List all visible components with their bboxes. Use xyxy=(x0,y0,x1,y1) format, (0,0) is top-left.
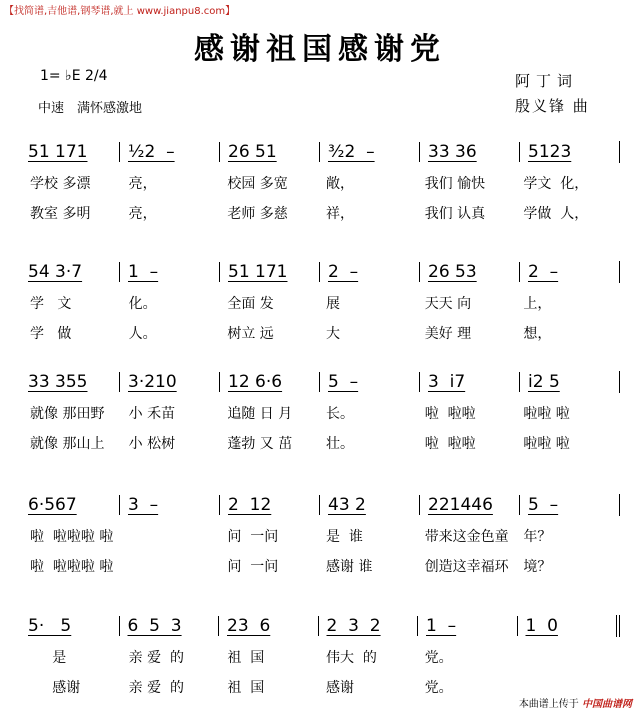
lyric-segment: 学校 多漂 xyxy=(30,176,91,192)
lyric-segment: 学做 人， xyxy=(523,206,589,222)
lyric-line xyxy=(28,403,620,423)
lyric-segment: 上， xyxy=(523,296,552,312)
measure-notes: i2 5 xyxy=(528,372,560,392)
upload-credit xyxy=(519,695,632,710)
notes-row xyxy=(28,494,620,516)
notes-row xyxy=(28,141,620,163)
lyric-segment: 小 松树 xyxy=(128,436,176,452)
lyric-segment: 是 谁 xyxy=(326,529,363,545)
measure xyxy=(419,372,519,392)
measure xyxy=(519,142,619,162)
measure-notes: 1 – xyxy=(128,262,159,282)
measure xyxy=(519,372,619,392)
measure-notes: 26 53 xyxy=(428,262,477,282)
lyric-segment: 我们 认真 xyxy=(424,206,486,222)
measure-notes: 6 5 3 xyxy=(127,616,182,636)
measure xyxy=(218,616,318,636)
measure-notes: 2 – xyxy=(328,262,359,282)
lyric-segment: 啦啦 啦 xyxy=(523,436,570,452)
measure xyxy=(28,616,119,636)
notes-row xyxy=(28,371,620,393)
measure xyxy=(28,142,119,162)
measure-notes: 51 171 xyxy=(28,142,88,162)
measure xyxy=(119,372,219,392)
composer: 殷义锋 曲 xyxy=(515,97,590,115)
lyric-segment: 带来这金色童 xyxy=(424,529,509,545)
lyric-segment xyxy=(521,647,620,667)
lyricist: 阿丁词 xyxy=(515,72,579,90)
measure xyxy=(318,616,418,636)
lyric-segment: 感谢 xyxy=(30,680,81,696)
lyric-line xyxy=(28,433,620,453)
lyric-segment: 追随 日 月 xyxy=(227,406,293,422)
key-signature: 1= ♭E 2/4 xyxy=(40,68,108,84)
lyric-segment xyxy=(127,556,226,576)
lyric-segment: 年？ xyxy=(523,529,552,545)
measure xyxy=(419,262,519,282)
lyric-segment: 树立 远 xyxy=(227,326,274,342)
measure-notes: 221446 xyxy=(428,495,493,515)
notes-row xyxy=(28,615,620,637)
measure xyxy=(28,495,119,515)
lyric-line xyxy=(28,173,620,193)
lyric-segment: 境？ xyxy=(523,559,552,575)
measure-notes: 2 12 xyxy=(228,495,272,515)
measure xyxy=(319,372,419,392)
lyric-segment: 展 xyxy=(326,296,341,312)
lyric-segment: 小 禾苗 xyxy=(128,406,176,422)
measure-notes: 1 – xyxy=(426,616,457,636)
measure-notes: 5 – xyxy=(328,372,359,392)
measure-notes: 26 51 xyxy=(228,142,277,162)
lyric-segment: 学文 化， xyxy=(523,176,589,192)
lyric-segment: 感谢 xyxy=(326,680,355,696)
measure-notes: 2 3 2 xyxy=(326,616,381,636)
measure xyxy=(319,142,419,162)
lyric-segment: 教室 多明 xyxy=(30,206,91,222)
lyric-segment: 祖 国 xyxy=(227,680,265,696)
lyric-line xyxy=(28,203,620,223)
notes-row xyxy=(28,261,620,283)
lyric-segment: 啦 啦啦啦 啦 xyxy=(30,529,114,545)
lyric-segment: 化。 xyxy=(128,296,157,312)
measure xyxy=(119,495,219,515)
lyric-segment xyxy=(521,677,620,697)
lyric-segment: 老师 多慈 xyxy=(227,206,288,222)
measure-notes: 12 6·6 xyxy=(228,372,283,392)
lyric-segment: 壮。 xyxy=(326,436,355,452)
upload-credit-text: 本曲谱上传于 xyxy=(518,699,579,710)
measure-notes: 5 – xyxy=(528,495,559,515)
lyric-segment: 啦 啦啦 xyxy=(424,406,476,422)
lyric-line xyxy=(28,293,620,313)
measure xyxy=(319,495,419,515)
lyric-segment: 伟大 的 xyxy=(326,650,377,666)
lyric-segment: 我们 愉快 xyxy=(424,176,486,192)
lyric-segment: 创造这幸福环 xyxy=(424,559,509,575)
lyric-segment: 啦 啦啦 xyxy=(424,436,476,452)
measure-notes: 2 – xyxy=(528,262,559,282)
lyric-segment: 啦啦 啦 xyxy=(523,406,570,422)
measure xyxy=(419,495,519,515)
site-logo: 中国曲谱网 xyxy=(582,699,632,710)
lyric-segment: 天天 向 xyxy=(424,296,472,312)
measure xyxy=(219,142,319,162)
measure xyxy=(517,616,617,636)
measure xyxy=(28,262,119,282)
lyric-segment: 亮， xyxy=(128,176,157,192)
measure-notes: 23 6 xyxy=(227,616,271,636)
lyric-line xyxy=(28,556,620,576)
lyric-segment: 人。 xyxy=(128,326,157,342)
measure-notes: 5· 5 xyxy=(28,616,72,636)
music-system xyxy=(28,141,620,223)
measure xyxy=(319,262,419,282)
lyric-segment: 大 xyxy=(326,326,341,342)
lyric-segment: 敞， xyxy=(326,176,355,192)
lyric-segment: 党。 xyxy=(424,650,453,666)
measure-notes: 6·567 xyxy=(28,495,77,515)
lyric-segment: 问 一问 xyxy=(227,559,279,575)
lyric-segment: 校园 多宽 xyxy=(227,176,288,192)
lyric-segment: 全面 发 xyxy=(227,296,274,312)
lyric-segment: 想， xyxy=(523,326,552,342)
lyric-segment: 就像 那山上 xyxy=(30,436,105,452)
measure-notes: 43 2 xyxy=(328,495,366,515)
lyric-line xyxy=(28,526,620,546)
lyric-segment: 亲 爱 的 xyxy=(128,680,185,696)
measure xyxy=(119,142,219,162)
lyric-segment: 就像 那田野 xyxy=(30,406,105,422)
lyric-line xyxy=(28,677,620,697)
lyric-segment: 学 文 xyxy=(30,296,72,312)
measure xyxy=(219,495,319,515)
measure xyxy=(417,616,517,636)
lyric-segment: 长。 xyxy=(326,406,355,422)
site-banner[interactable]: 【找简谱,吉他谱,钢琴谱,就上 www.jianpu8.com】 xyxy=(4,6,236,17)
tempo-marking: 中速 满怀感激地 xyxy=(38,101,143,116)
lyric-segment: 是 xyxy=(30,650,67,666)
lyric-segment xyxy=(127,526,226,546)
lyric-segment: 亮， xyxy=(128,206,157,222)
measure-notes: 3 – xyxy=(128,495,159,515)
lyric-segment: 亲 爱 的 xyxy=(128,650,185,666)
measure-notes: 3 i7 xyxy=(428,372,466,392)
lyric-segment: 啦 啦啦啦 啦 xyxy=(30,559,114,575)
measure xyxy=(219,262,319,282)
measure-notes: 3·210 xyxy=(128,372,177,392)
lyric-segment: 学 做 xyxy=(30,326,72,342)
measure-notes: 33 355 xyxy=(28,372,88,392)
song-title: 感谢祖国感谢党 xyxy=(194,32,446,67)
music-system xyxy=(28,371,620,453)
measure-notes: 54 3·7 xyxy=(28,262,83,282)
lyric-line xyxy=(28,647,620,667)
measure xyxy=(119,616,219,636)
measure xyxy=(28,372,119,392)
measure xyxy=(519,495,619,515)
lyric-segment: 党。 xyxy=(424,680,453,696)
lyric-segment: 祖 国 xyxy=(227,650,265,666)
music-system xyxy=(28,615,620,697)
measure-notes: ¹⁄₂2 – xyxy=(128,142,175,162)
lyric-segment: 美好 理 xyxy=(424,326,472,342)
measure-notes: 5123 xyxy=(528,142,572,162)
lyric-line xyxy=(28,323,620,343)
measure-notes: 51 171 xyxy=(228,262,288,282)
lyric-segment: 蓬勃 又 茁 xyxy=(227,436,293,452)
measure xyxy=(219,372,319,392)
lyric-segment: 感谢 谁 xyxy=(326,559,373,575)
lyric-segment: 问 一问 xyxy=(227,529,279,545)
measure-notes: 33 36 xyxy=(428,142,477,162)
measure xyxy=(519,262,619,282)
music-system xyxy=(28,261,620,343)
measure xyxy=(119,262,219,282)
lyric-segment: 祥， xyxy=(326,206,355,222)
measure-notes: ³⁄₂2 – xyxy=(328,142,375,162)
measure xyxy=(419,142,519,162)
measure-notes: 1 0 xyxy=(525,616,558,636)
music-system xyxy=(28,494,620,576)
